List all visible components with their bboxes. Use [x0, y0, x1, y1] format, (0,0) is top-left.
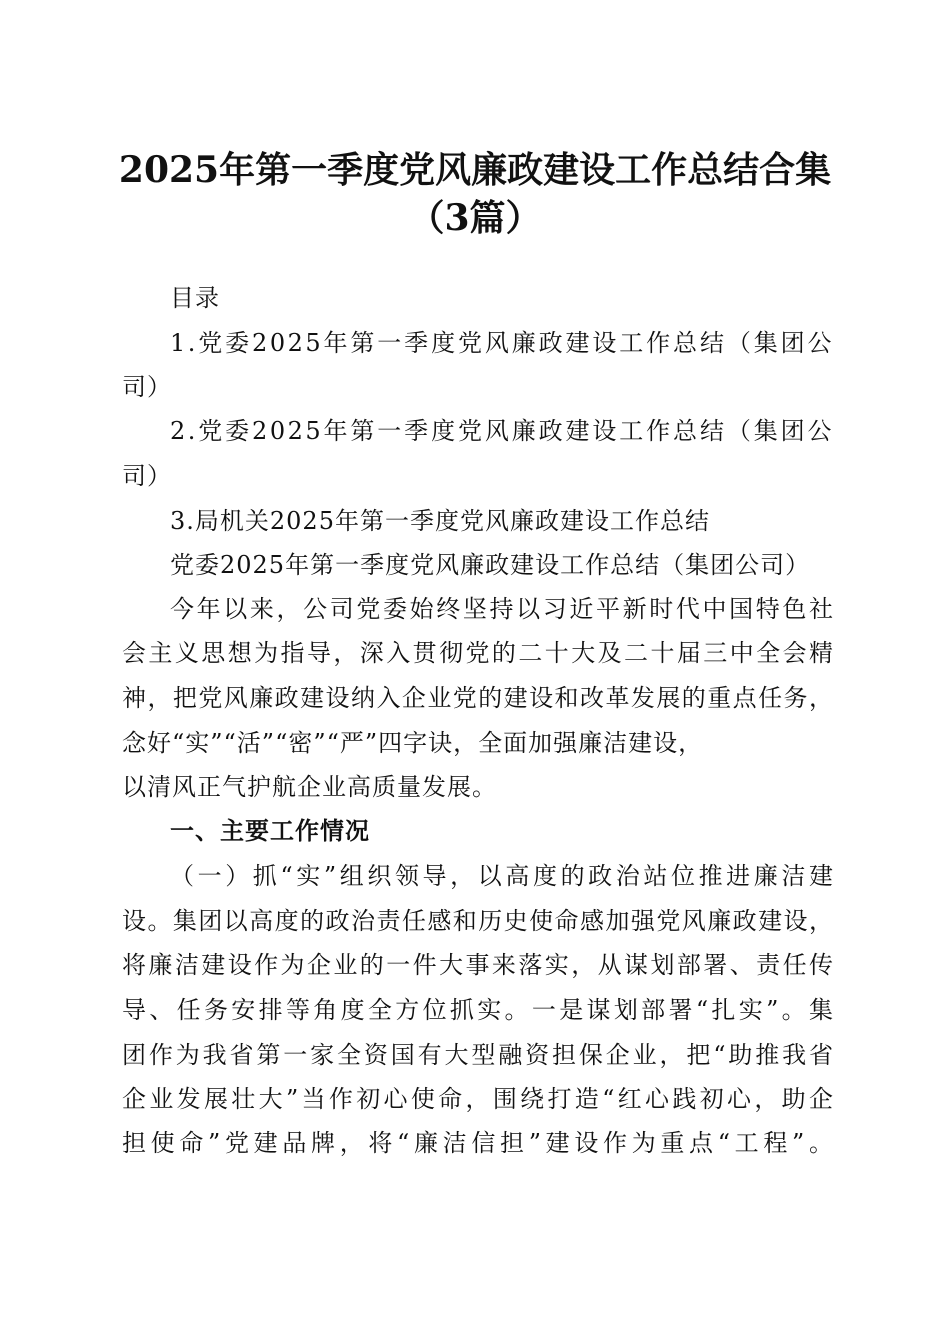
toc-item-2-continued: 司）: [122, 462, 172, 490]
intro-line: 神，把党风廉政建设纳入企业党的建设和改革发展的重点任务，: [122, 684, 834, 712]
intro-line: 会主义思想为指导，深入贯彻党的二十大及二十届三中全会精: [122, 639, 834, 667]
body-line: 导、任务安排等角度全方位抓实。一是谋划部署“扎实”。集: [122, 996, 834, 1024]
intro-line: 今年以来，公司党委始终坚持以习近平新时代中国特色社: [170, 595, 834, 623]
body-line: （一）抓“实”组织领导，以高度的政治站位推进廉洁建: [170, 862, 834, 890]
body-line: 企业发展壮大”当作初心使命，围绕打造“红心践初心，助企: [122, 1085, 834, 1113]
intro-line: 以清风正气护航企业高质量发展。: [122, 773, 497, 801]
toc-item-1: 1.党委2025年第一季度党风廉政建设工作总结（集团公: [170, 329, 834, 357]
section-heading: 一、主要工作情况: [170, 817, 370, 845]
toc-heading: 目录: [170, 284, 220, 312]
body-line: 团作为我省第一家全资国有大型融资担保企业，把“助推我省: [122, 1041, 834, 1069]
body-line: 将廉洁建设作为企业的一件大事来落实，从谋划部署、责任传: [122, 951, 834, 979]
document-title: 2025年第一季度党风廉政建设工作总结合集: [118, 149, 832, 191]
toc-item-1-continued: 司）: [122, 373, 172, 401]
article-title: 党委2025年第一季度党风廉政建设工作总结（集团公司）: [170, 551, 811, 579]
body-line: 担使命”党建品牌，将“廉洁信担”建设作为重点“工程”。: [122, 1129, 834, 1157]
document-title-count: （3篇）: [408, 197, 542, 239]
intro-line: 念好“实”“活”“密”“严”四字诀，全面加强廉洁建设，: [122, 729, 704, 757]
toc-item-2: 2.党委2025年第一季度党风廉政建设工作总结（集团公: [170, 417, 834, 445]
toc-item-3: 3.局机关2025年第一季度党风廉政建设工作总结: [170, 507, 710, 535]
body-line: 设。集团以高度的政治责任感和历史使命感加强党风廉政建设，: [122, 907, 834, 935]
